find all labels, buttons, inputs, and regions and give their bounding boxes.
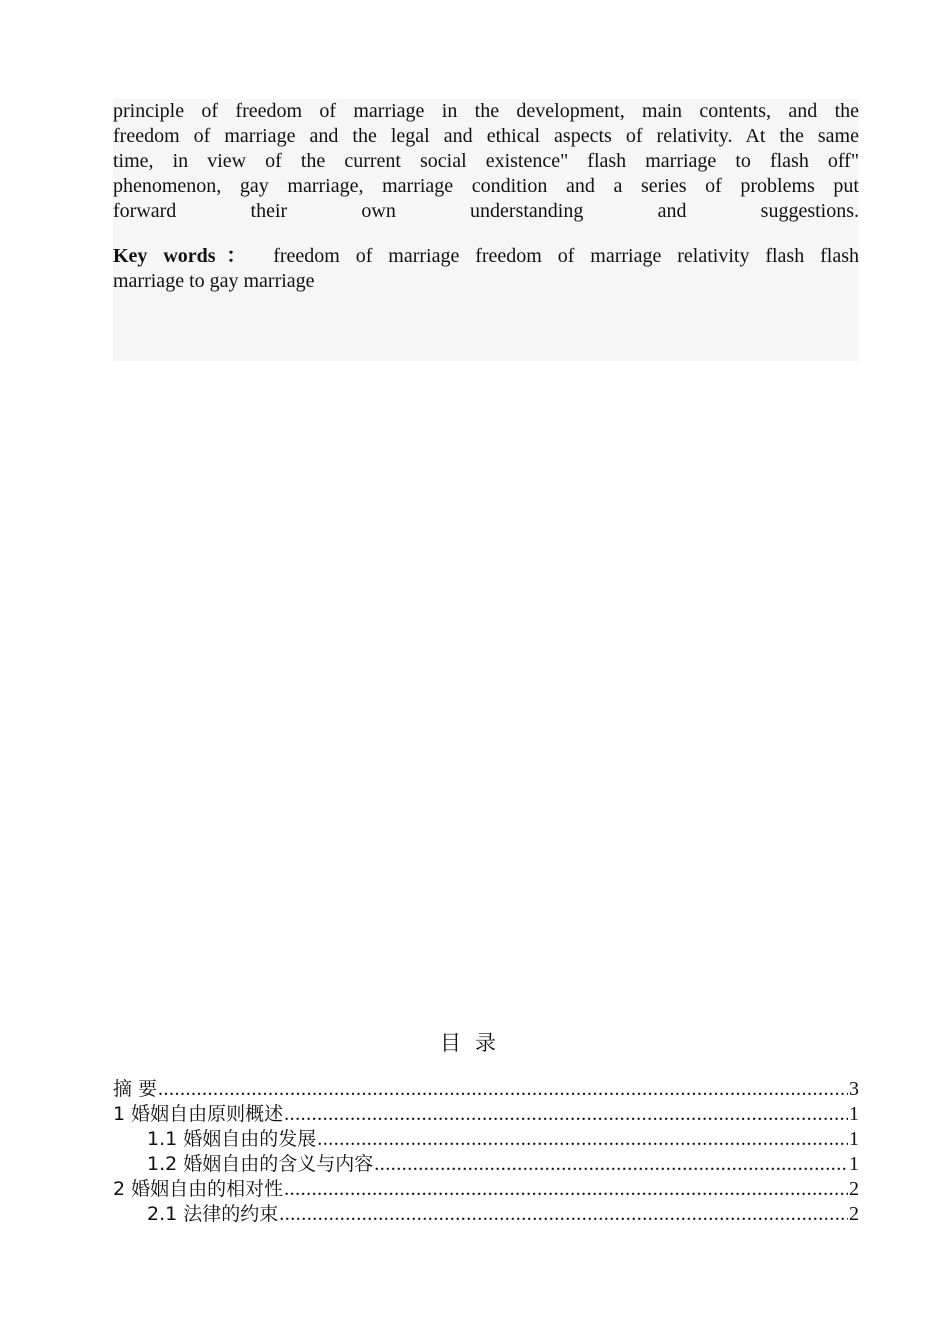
abstract-line: phenomenon, gay marriage, marriage condition and a series of problems put bbox=[113, 175, 859, 197]
toc-leader-dots bbox=[284, 1177, 848, 1202]
toc-entry-page: 1 bbox=[849, 1103, 859, 1125]
toc-leader-dots bbox=[374, 1152, 848, 1177]
toc-title: 目录 bbox=[440, 1031, 510, 1055]
abstract-line: forward their own understanding and suggestions. bbox=[113, 200, 859, 222]
toc-leader-dots bbox=[279, 1202, 848, 1227]
abstract-line: principle of freedom of marriage in the development, main contents, and the bbox=[113, 100, 859, 122]
keywords-line: marriage to gay marriage bbox=[113, 270, 315, 292]
keywords-text: freedom of marriage freedom of marriage relativity flash flash bbox=[273, 245, 859, 267]
keywords-line bbox=[113, 244, 859, 269]
toc-entry[interactable] bbox=[113, 1127, 859, 1152]
toc-entry[interactable] bbox=[113, 1152, 859, 1177]
toc-entry[interactable] bbox=[113, 1102, 859, 1127]
toc-entry-label: 1.2 婚姻自由的含义与内容 bbox=[147, 1153, 374, 1175]
toc-leader-dots bbox=[284, 1102, 848, 1127]
toc-entry-label: 摘 要 bbox=[113, 1078, 158, 1100]
toc-entry-label: 2.1 法律的约束 bbox=[147, 1203, 279, 1225]
abstract-line: freedom of marriage and the legal and ethical aspects of relativity. At the same bbox=[113, 125, 859, 147]
toc-entry-page: 2 bbox=[849, 1203, 859, 1225]
toc-entry-label: 1 婚姻自由原则概述 bbox=[113, 1103, 284, 1125]
toc-entry-page: 1 bbox=[849, 1128, 859, 1150]
keywords bbox=[113, 244, 859, 294]
toc-leader-dots bbox=[317, 1127, 848, 1152]
toc-entry[interactable] bbox=[113, 1202, 859, 1227]
toc-leader-dots bbox=[158, 1077, 848, 1102]
abstract-section bbox=[113, 99, 859, 361]
toc-entry-page: 1 bbox=[849, 1153, 859, 1175]
toc-entry-page: 3 bbox=[849, 1078, 859, 1100]
toc-entry[interactable] bbox=[113, 1077, 859, 1102]
toc-entry-label: 2 婚姻自由的相对性 bbox=[113, 1178, 284, 1200]
toc-entry[interactable] bbox=[113, 1177, 859, 1202]
abstract-line: time, in view of the current social existence" flash marriage to flash off" bbox=[113, 150, 859, 172]
keywords-label: Key words： bbox=[113, 245, 258, 267]
table-of-contents bbox=[113, 1077, 859, 1227]
toc-entry-page: 2 bbox=[849, 1178, 859, 1200]
toc-entry-label: 1.1 婚姻自由的发展 bbox=[147, 1128, 317, 1150]
